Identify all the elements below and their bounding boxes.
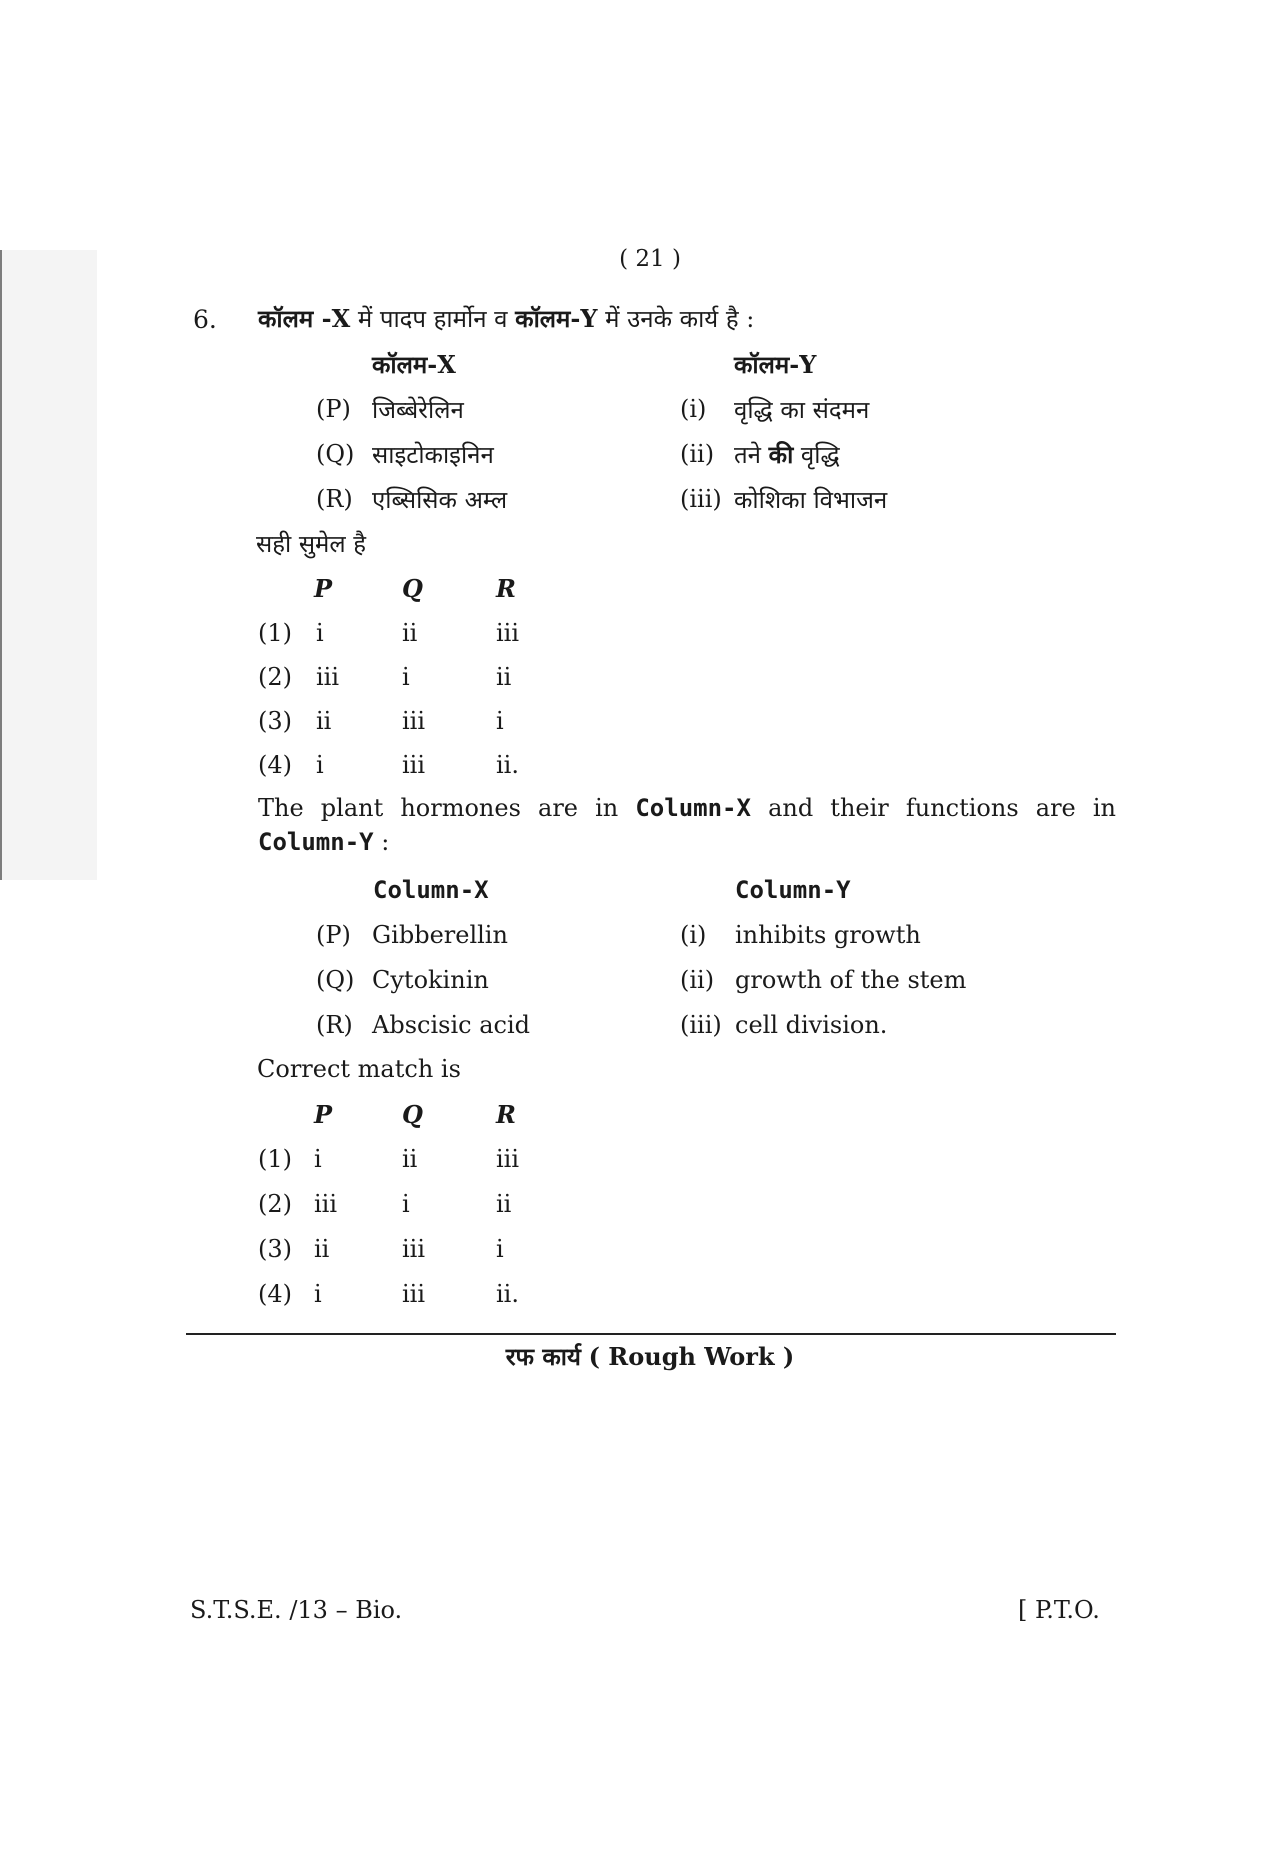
hindi-right-text-iii: कोशिका विभाजन — [734, 486, 888, 514]
scan-edge — [0, 250, 2, 880]
english-left-label-p: (P) — [316, 921, 351, 949]
english-left-text-r: Abscisic acid — [372, 1011, 530, 1039]
question-number: 6. — [193, 305, 217, 334]
option-value: ii. — [496, 751, 519, 779]
option-number: (3) — [258, 1235, 292, 1263]
scan-shadow — [2, 250, 97, 880]
hindi-right-text-i: वृद्धि का संदमन — [734, 396, 870, 424]
option-value: iii — [402, 1235, 426, 1263]
hindi-right-label-ii: (ii) — [680, 440, 715, 468]
english-right-text-iii: cell division. — [735, 1011, 888, 1039]
options-header-q: Q — [402, 574, 423, 603]
english-left-text-p: Gibberellin — [372, 921, 508, 949]
option-value: i — [316, 751, 324, 779]
column-x-heading-english: Column-X — [373, 876, 489, 904]
hindi-left-label-r: (R) — [316, 485, 353, 513]
option-value: iii — [402, 1280, 426, 1308]
option-number: (4) — [258, 751, 292, 779]
option-number: (2) — [258, 1190, 292, 1218]
hindi-left-text-q: साइटोकाइनिन — [372, 441, 494, 469]
question-stem-english-line2: Column-Y : — [258, 828, 390, 856]
footer-code: S.T.S.E. /13 – Bio. — [190, 1596, 403, 1624]
option-value: iii — [402, 751, 426, 779]
option-number: (3) — [258, 707, 292, 735]
hindi-left-text-r: एब्सिसिक अम्ल — [372, 486, 508, 514]
options-header-r: R — [496, 1100, 516, 1129]
option-value: iii — [496, 619, 520, 647]
options-header-p: P — [314, 1100, 333, 1129]
option-number: (4) — [258, 1280, 292, 1308]
option-number: (2) — [258, 663, 292, 691]
option-value: ii — [496, 663, 512, 691]
page-number: ( 21 ) — [619, 246, 681, 272]
english-right-label-iii: (iii) — [680, 1011, 722, 1039]
option-number: (1) — [258, 619, 292, 647]
option-value: i — [496, 707, 504, 735]
option-value: iii — [316, 663, 340, 691]
option-value: i — [496, 1235, 504, 1263]
option-value: i — [402, 663, 410, 691]
option-value: iii — [314, 1190, 338, 1218]
option-value: ii — [314, 1235, 330, 1263]
question-stem-english: The plant hormones are in Column-X and their functions are in — [258, 794, 1116, 822]
option-value: ii — [402, 619, 418, 647]
hindi-left-label-q: (Q) — [316, 440, 355, 468]
question-stem-hindi: कॉलम -X में पादप हार्मोन व कॉलम-Y में उनके कार्य है : — [258, 304, 755, 333]
option-value: ii — [496, 1190, 512, 1218]
match-label-hindi: सही सुमेल है — [256, 530, 367, 558]
option-value: iii — [402, 707, 426, 735]
english-right-label-i: (i) — [680, 921, 707, 949]
column-y-heading-english: Column-Y — [735, 876, 851, 904]
rough-work-heading: रफ कार्य ( Rough Work ) — [505, 1342, 795, 1371]
footer-pto: [ P.T.O. — [1018, 1596, 1100, 1624]
option-value: i — [314, 1280, 322, 1308]
match-label-english: Correct match is — [257, 1055, 461, 1083]
hindi-right-label-i: (i) — [680, 395, 707, 423]
option-number: (1) — [258, 1145, 292, 1173]
rough-work-divider — [186, 1333, 1116, 1335]
option-value: ii — [316, 707, 332, 735]
english-left-label-r: (R) — [316, 1011, 353, 1039]
column-y-heading-hindi: कॉलम-Y — [734, 350, 817, 379]
english-right-text-ii: growth of the stem — [735, 966, 967, 994]
options-header-p: P — [314, 574, 333, 603]
english-left-label-q: (Q) — [316, 966, 355, 994]
option-value: i — [316, 619, 324, 647]
hindi-right-label-iii: (iii) — [680, 485, 722, 513]
column-x-heading-hindi: कॉलम-X — [372, 350, 456, 379]
option-value: ii. — [496, 1280, 519, 1308]
english-left-text-q: Cytokinin — [372, 966, 489, 994]
option-value: i — [402, 1190, 410, 1218]
hindi-left-label-p: (P) — [316, 395, 351, 423]
option-value: ii — [402, 1145, 418, 1173]
english-right-label-ii: (ii) — [680, 966, 715, 994]
option-value: i — [314, 1145, 322, 1173]
hindi-left-text-p: जिब्बेरेलिन — [372, 396, 464, 424]
option-value: iii — [496, 1145, 520, 1173]
options-header-r: R — [496, 574, 516, 603]
hindi-right-text-ii: तने की वृद्धि — [734, 440, 840, 469]
options-header-q: Q — [402, 1100, 423, 1129]
english-right-text-i: inhibits growth — [735, 921, 921, 949]
